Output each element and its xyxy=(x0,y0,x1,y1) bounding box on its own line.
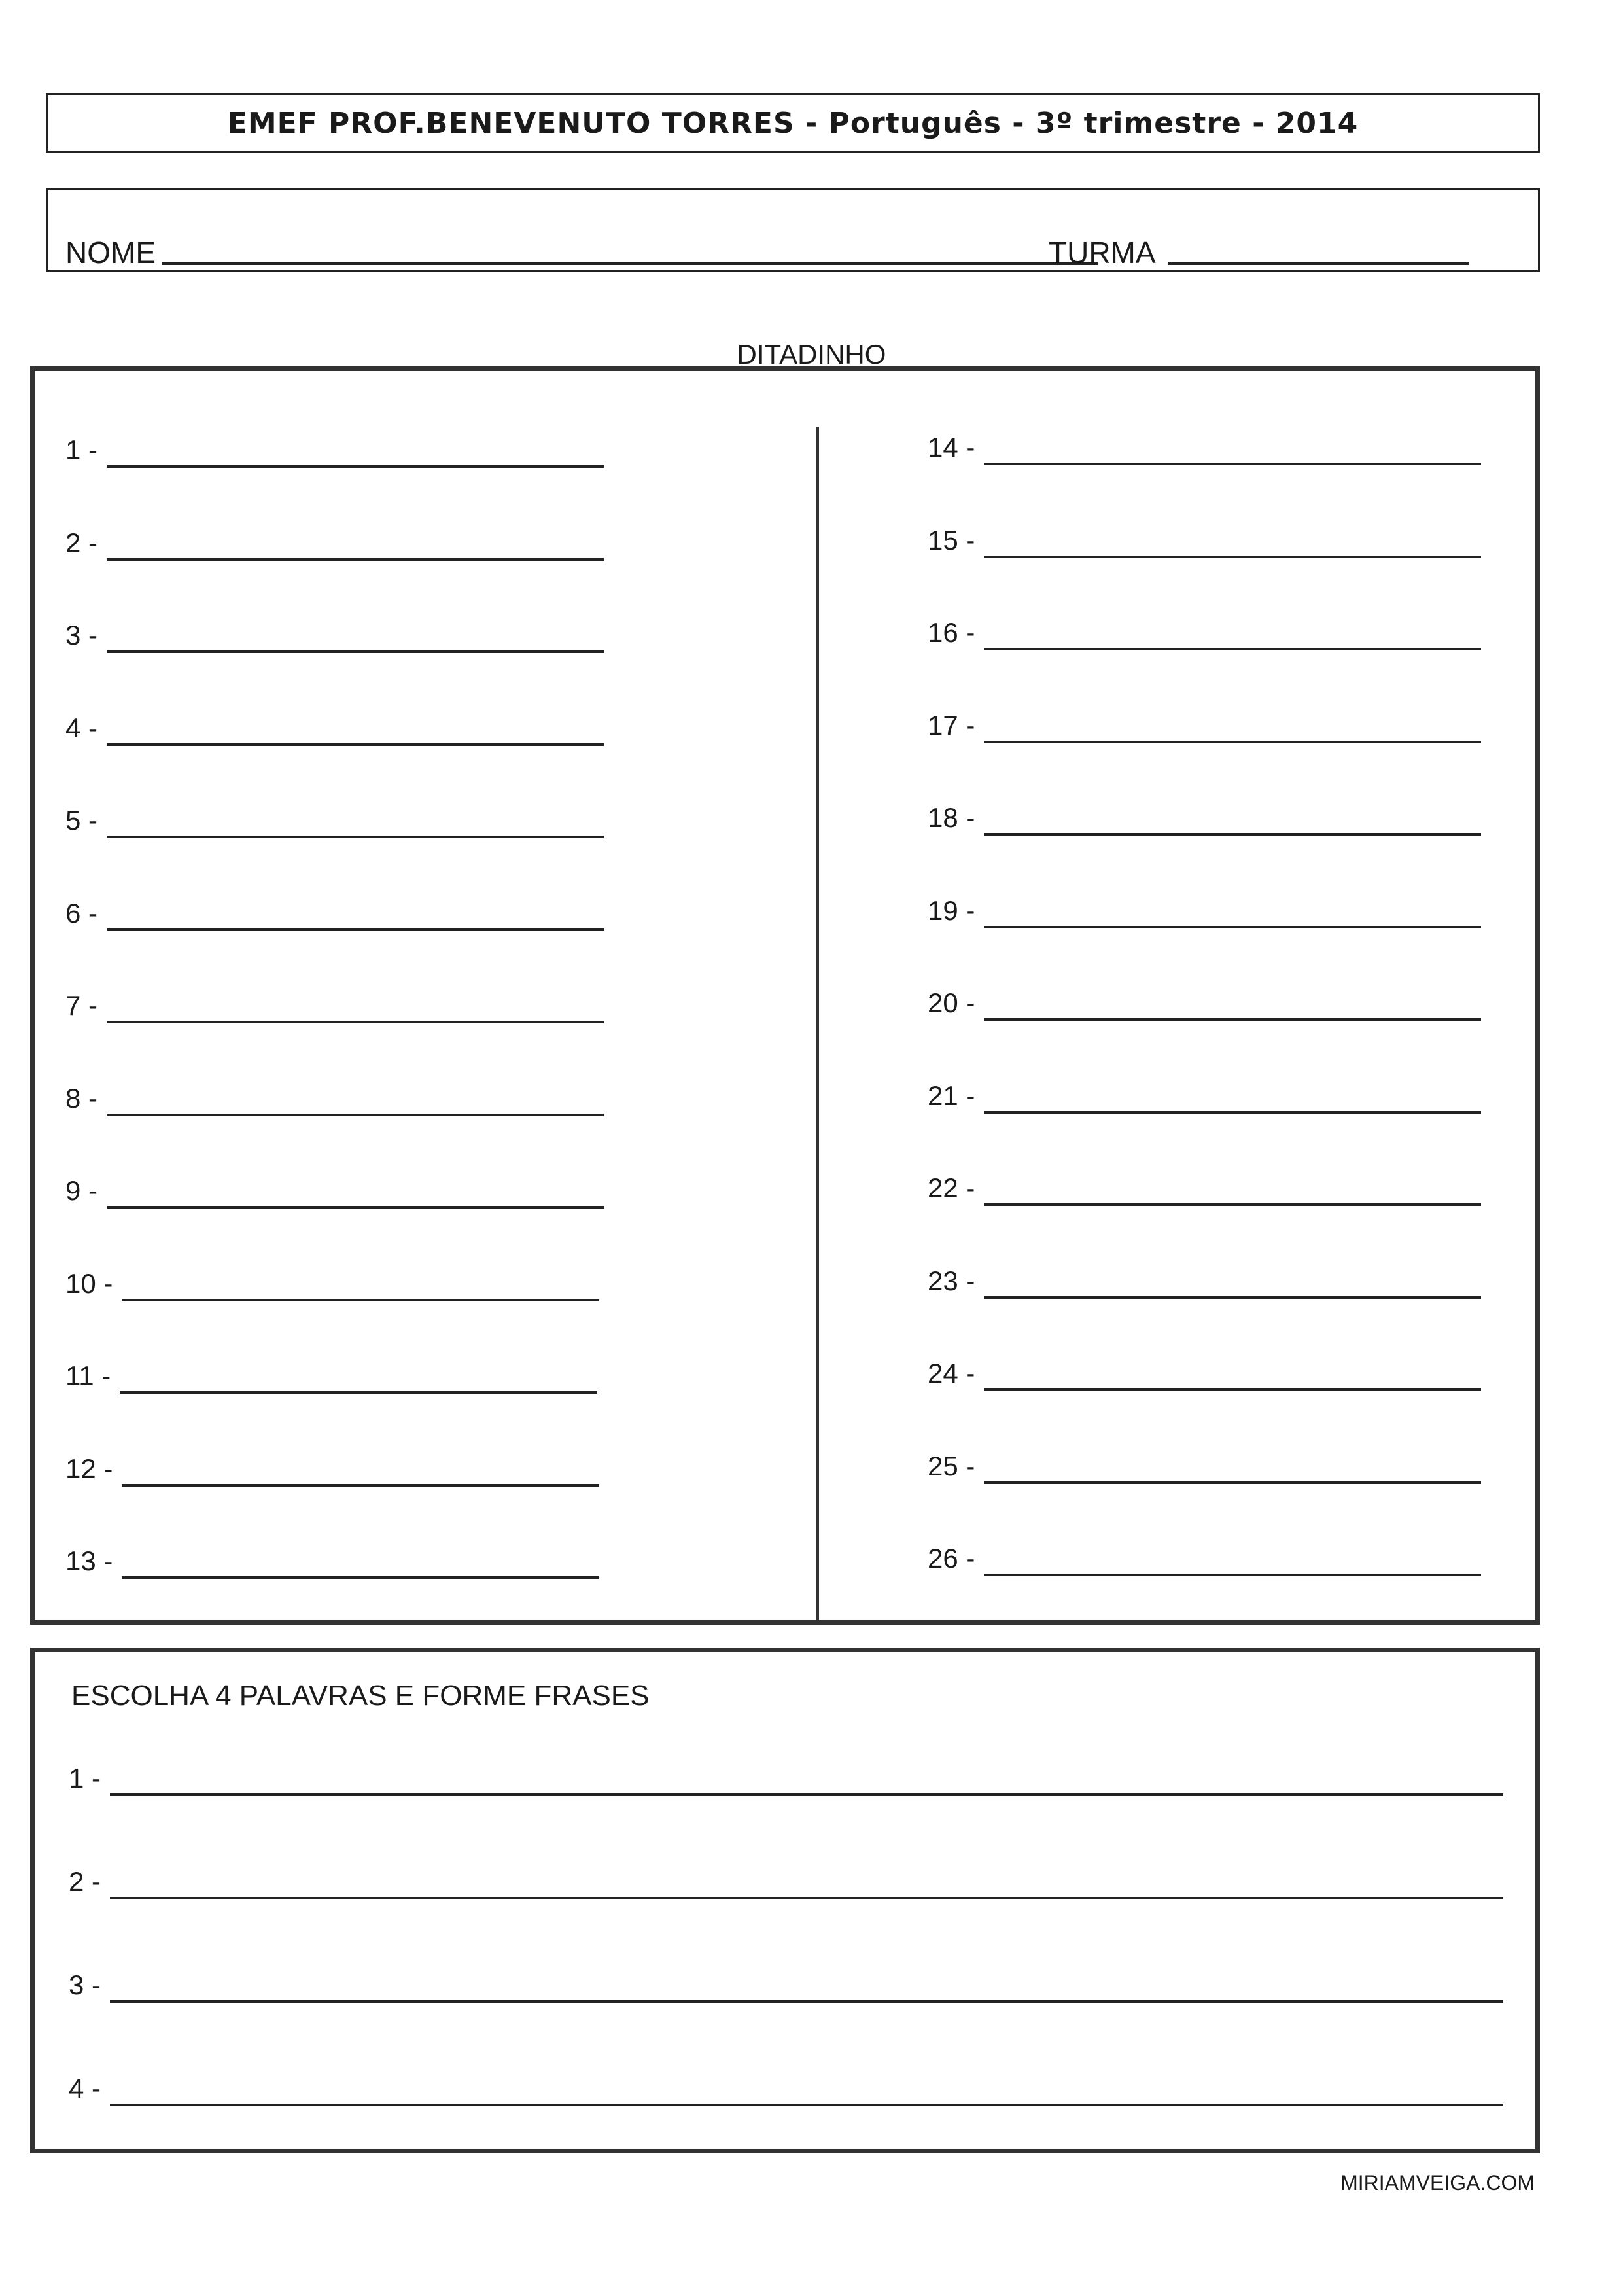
dictation-row xyxy=(65,622,604,649)
page-title: EMEF PROF.BENEVENUTO TORRES - Português - 3º trimestre - 2014 xyxy=(227,107,1359,140)
item-number: 21 - xyxy=(928,1080,975,1111)
answer-line[interactable] xyxy=(110,2104,1503,2106)
answer-line[interactable] xyxy=(107,1114,604,1116)
dictation-row xyxy=(928,1450,1481,1481)
dictation-row xyxy=(65,897,604,928)
answer-line[interactable] xyxy=(984,648,1481,650)
item-number: 10 - xyxy=(65,1267,113,1299)
answer-line[interactable] xyxy=(984,1018,1481,1021)
item-number: 3 - xyxy=(65,620,98,650)
dictation-row xyxy=(928,1267,1481,1295)
item-number: 1 - xyxy=(65,434,98,465)
sentence-row xyxy=(69,2075,1503,2102)
dictation-row xyxy=(65,1177,604,1205)
answer-line[interactable] xyxy=(984,1388,1481,1391)
item-number: 22 - xyxy=(928,1173,975,1203)
column-divider xyxy=(816,427,819,1623)
item-number: 20 - xyxy=(928,987,975,1018)
item-number: 17 - xyxy=(928,709,975,741)
item-number: 2 - xyxy=(65,527,98,558)
item-number: 9 - xyxy=(65,1175,98,1206)
answer-line[interactable] xyxy=(107,836,604,838)
dictation-title: DITADINHO xyxy=(737,339,886,370)
sentences-box xyxy=(30,1648,1540,2153)
answer-line[interactable] xyxy=(984,1296,1481,1299)
item-number: 11 - xyxy=(65,1360,111,1391)
answer-line[interactable] xyxy=(984,1481,1481,1484)
dictation-box xyxy=(30,366,1540,1625)
answer-line[interactable] xyxy=(107,928,604,931)
item-number: 18 - xyxy=(928,802,975,833)
item-number: 13 - xyxy=(65,1545,113,1576)
sentence-row xyxy=(69,1971,1503,1999)
item-number: 1 - xyxy=(69,1763,101,1793)
answer-line[interactable] xyxy=(110,1897,1503,1899)
item-number: 4 - xyxy=(69,2073,101,2104)
answer-line[interactable] xyxy=(110,2000,1503,2003)
sentence-row xyxy=(69,1765,1503,1792)
item-number: 26 - xyxy=(928,1543,975,1574)
dictation-row xyxy=(928,1545,1481,1572)
answer-line[interactable] xyxy=(107,1021,604,1023)
item-number: 16 - xyxy=(928,617,975,648)
dictation-row xyxy=(65,1455,599,1483)
dictation-row xyxy=(928,989,1481,1017)
item-number: 23 - xyxy=(928,1265,975,1296)
dictation-row xyxy=(65,992,604,1019)
answer-line[interactable] xyxy=(984,1574,1481,1576)
item-number: 5 - xyxy=(65,805,98,836)
dictation-row xyxy=(65,1082,604,1114)
answer-line[interactable] xyxy=(984,926,1481,928)
answer-line[interactable] xyxy=(984,1111,1481,1114)
class-label: TURMA xyxy=(1049,236,1156,270)
item-number: 8 - xyxy=(65,1082,98,1114)
item-number: 15 - xyxy=(928,524,975,556)
answer-line[interactable] xyxy=(984,833,1481,836)
dictation-row xyxy=(928,1082,1481,1110)
answer-line[interactable] xyxy=(984,741,1481,743)
name-field-line[interactable] xyxy=(162,262,1098,265)
dictation-row xyxy=(65,1267,599,1299)
answer-line[interactable] xyxy=(984,463,1481,465)
dictation-row xyxy=(928,619,1481,646)
item-number: 3 - xyxy=(69,1969,101,2000)
name-label: NOME xyxy=(65,236,156,270)
answer-line[interactable] xyxy=(122,1484,599,1487)
item-number: 14 - xyxy=(928,432,975,463)
dictation-row xyxy=(928,1174,1481,1202)
item-number: 4 - xyxy=(65,712,98,743)
answer-line[interactable] xyxy=(107,465,604,468)
item-number: 25 - xyxy=(928,1450,975,1481)
dictation-row xyxy=(65,712,604,743)
dictation-row xyxy=(928,524,1481,556)
answer-line[interactable] xyxy=(122,1299,599,1301)
header-box xyxy=(46,93,1540,153)
dictation-row xyxy=(65,1547,599,1575)
sentence-row xyxy=(69,1868,1503,1896)
answer-line[interactable] xyxy=(107,558,604,561)
answer-line[interactable] xyxy=(107,1206,604,1209)
footer-credit: MIRIAMVEIGA.COM xyxy=(1340,2171,1535,2195)
answer-line[interactable] xyxy=(122,1576,599,1579)
dictation-row xyxy=(928,1360,1481,1387)
dictation-row xyxy=(65,436,604,464)
dictation-row xyxy=(65,807,604,834)
item-number: 12 - xyxy=(65,1453,113,1484)
dictation-row xyxy=(65,1362,597,1390)
dictation-row xyxy=(928,804,1481,832)
item-number: 2 - xyxy=(69,1866,101,1897)
class-field-line[interactable] xyxy=(1168,262,1469,265)
answer-line[interactable] xyxy=(984,1203,1481,1206)
answer-line[interactable] xyxy=(107,650,604,653)
answer-line[interactable] xyxy=(107,743,604,746)
student-info-box xyxy=(46,188,1540,272)
item-number: 24 - xyxy=(928,1358,975,1388)
answer-line[interactable] xyxy=(984,556,1481,558)
sentences-instruction: ESCOLHA 4 PALAVRAS E FORME FRASES xyxy=(71,1680,650,1712)
item-number: 7 - xyxy=(65,990,98,1021)
dictation-row xyxy=(928,894,1481,926)
item-number: 19 - xyxy=(928,894,975,926)
answer-line[interactable] xyxy=(110,1793,1503,1796)
dictation-row xyxy=(65,529,604,557)
dictation-row xyxy=(928,709,1481,741)
item-number: 6 - xyxy=(65,897,98,928)
answer-line[interactable] xyxy=(120,1391,597,1394)
dictation-row xyxy=(928,434,1481,461)
